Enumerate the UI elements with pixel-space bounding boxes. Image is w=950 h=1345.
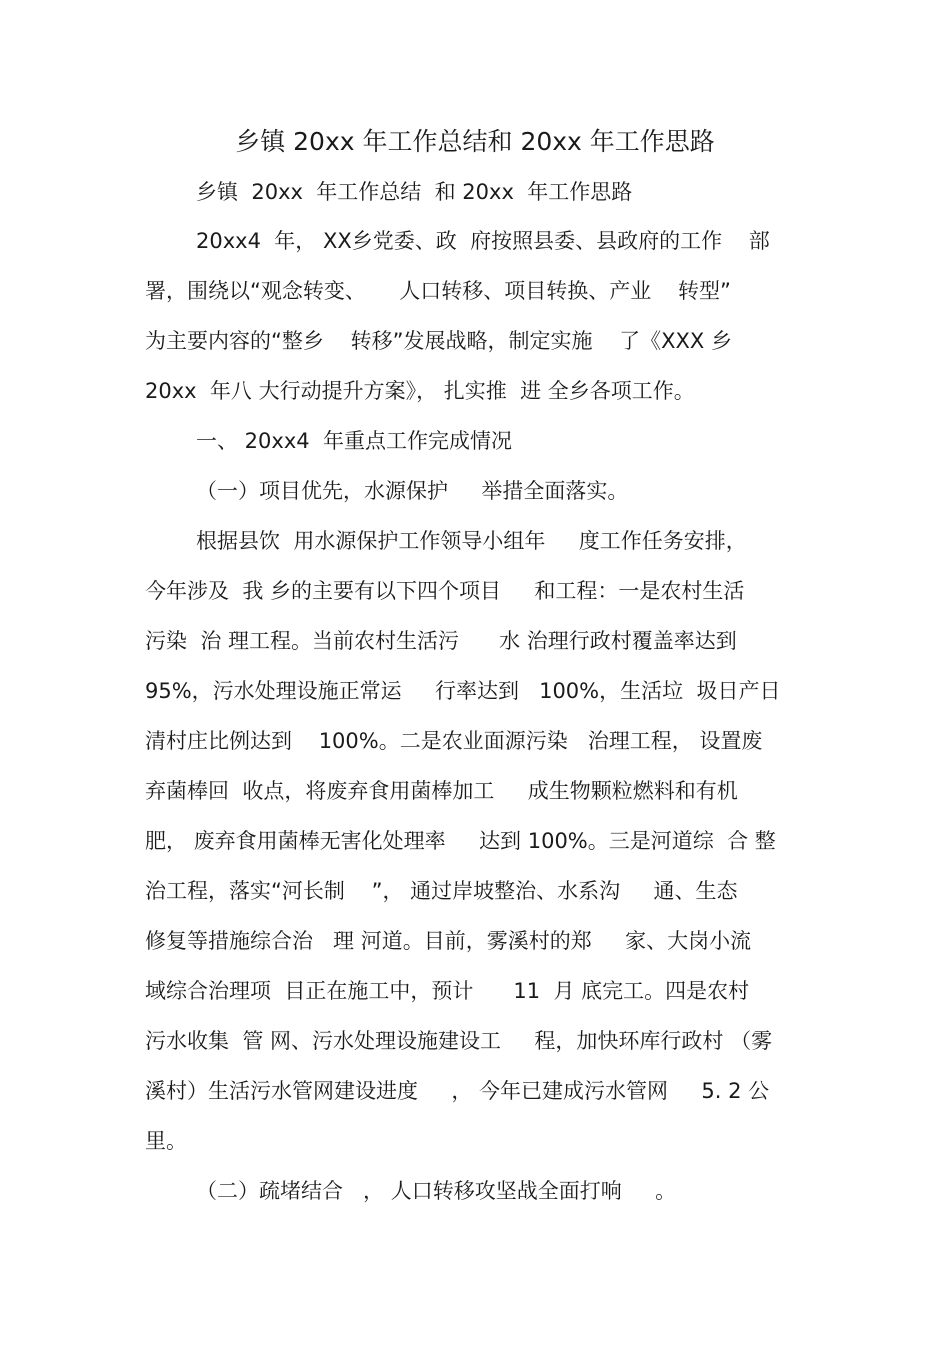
paragraph-line: 肥， 废弃食用菌棒无害化处理率 达到 100%。三是河道综 合 整 [145,829,776,853]
paragraph-line: 为主要内容的“整乡 转移”发展战略，制定实施 了《XXX 乡 [145,329,732,353]
document-title: 乡镇 20xx 年工作总结和 20xx 年工作思路 [235,127,715,156]
subsection-heading: （一）项目优先，水源保护 举措全面落实。 [196,479,629,503]
paragraph-line: 修复等措施综合治 理 河道。目前，雾溪村的郑 家、大岗小流 [145,929,752,953]
paragraph-line: 污水收集 管 网、污水处理设施建设工 程，加快环库行政村 （雾 [145,1029,773,1053]
paragraph-line: 根据县饮 用水源保护工作领导小组年 度工作任务安排， [196,529,747,553]
paragraph-line: 20xx 年八 大行动提升方案》， 扎实推 进 全乡各项工作。 [145,379,695,403]
paragraph-line: 20xx4 年， XX乡党委、政 府按照县委、县政府的工作 部 [196,229,770,253]
paragraph-line: 署，围绕以“观念转变、 人口转移、项目转换、产业 转型” [145,279,731,303]
paragraph-line: 域综合治理项 目正在施工中，预计 11 月 底完工。四是农村 [145,979,750,1003]
paragraph-line: 今年涉及 我 乡的主要有以下四个项目 和工程：一是农村生活 [145,579,745,603]
subsection-heading: （二）疏堵结合 ， 人口转移攻坚战全面打响 。 [196,1179,677,1203]
paragraph-line: 溪村）生活污水管网建设进度 ， 今年已建成污水管网 5. 2 公 [145,1079,770,1103]
paragraph-line: 污染 治 理工程。当前农村生活污 水 治理行政村覆盖率达到 [145,629,737,653]
paragraph-line: 治工程，落实“河长制 ”， 通过岸坡整治、水系沟 通、生态 [145,879,738,903]
section-heading: 一、 20xx4 年重点工作完成情况 [196,429,512,453]
paragraph-line: 弃菌棒回 收点，将废弃食用菌棒加工 成生物颗粒燃料和有机 [145,779,738,803]
paragraph-line: 清村庄比例达到 100%。二是农业面源污染 治理工程， 设置废 [145,729,763,753]
subtitle-line: 乡镇 20xx 年工作总结 和 20xx 年工作思路 [196,180,633,204]
paragraph-line: 95%，污水处理设施正常运 行率达到 100%，生活垃 圾日产日 [145,679,781,703]
paragraph-line: 里。 [145,1129,187,1153]
